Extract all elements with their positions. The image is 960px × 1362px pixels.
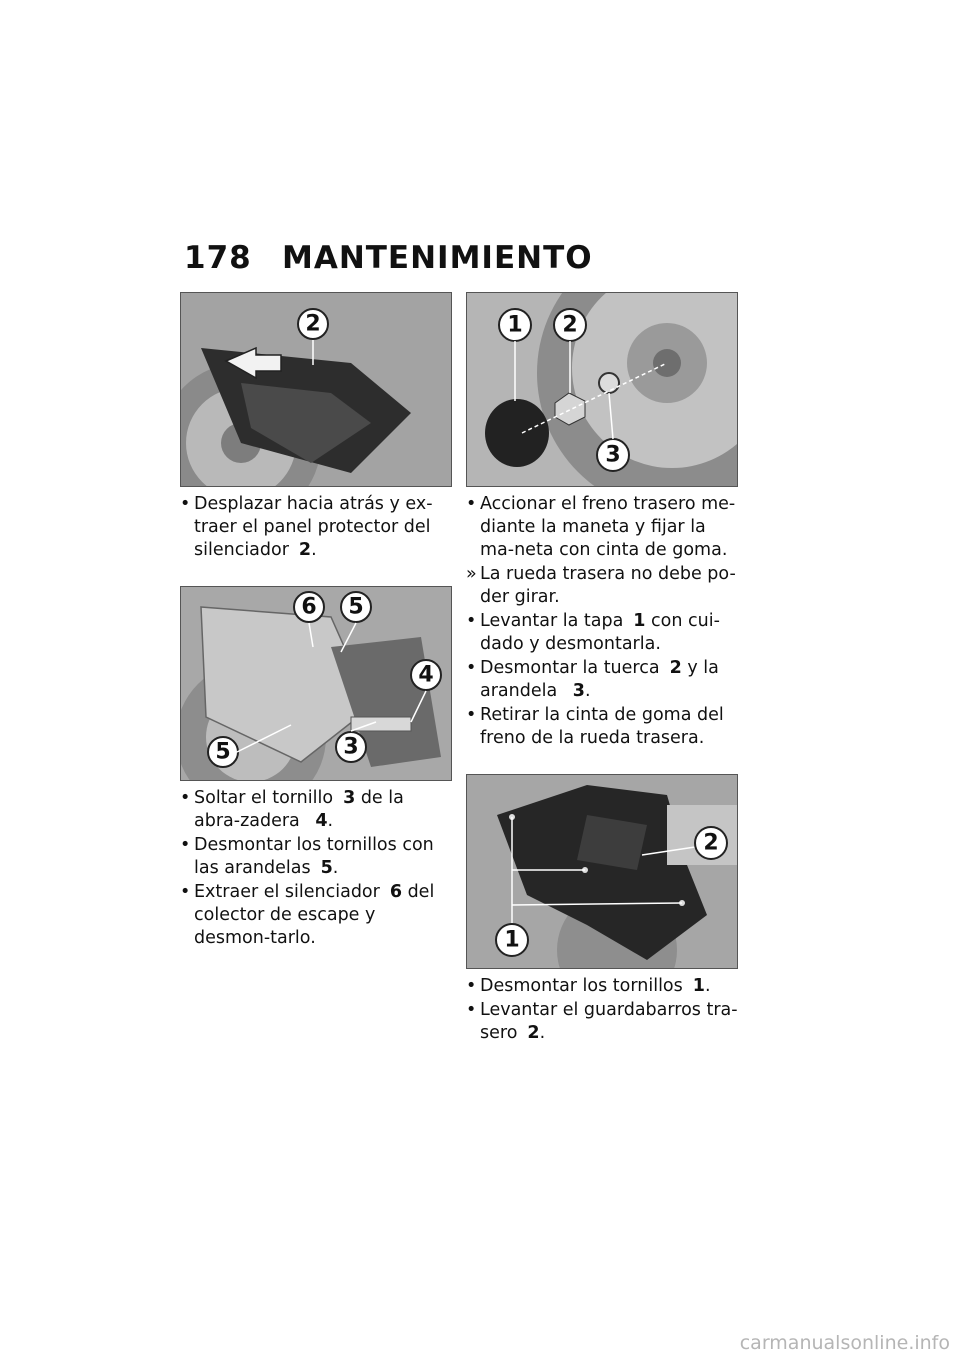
list-item — [466, 657, 738, 703]
bullet-marker: • — [466, 1000, 477, 1020]
step-list-2 — [180, 787, 452, 950]
ref-number: 2 — [669, 658, 682, 678]
step-tail: y la arandela — [480, 658, 719, 701]
step-tail: . — [704, 976, 711, 996]
callout-5b: 5 — [215, 739, 231, 765]
step-tail: . — [584, 681, 591, 701]
ref-number: 1 — [633, 611, 646, 631]
list-item — [466, 704, 738, 750]
callout-5: 5 — [348, 594, 364, 620]
callout-6: 6 — [301, 594, 317, 620]
list-item — [466, 563, 738, 609]
result-marker: » — [466, 564, 477, 584]
step-text: Extraer el silenciador — [194, 882, 380, 902]
step-text: Desplazar hacia atrás y ex-traer el panel protector del silenciador — [194, 494, 433, 560]
step-tail: de la abra-zadera — [194, 788, 404, 831]
step-tail: . — [327, 811, 334, 831]
ref-number: 1 — [692, 976, 705, 996]
list-item — [180, 493, 452, 562]
ref-number: 2 — [527, 1023, 540, 1043]
list-item — [466, 610, 738, 656]
figure-silencer — [180, 586, 452, 781]
step-tail: con cui-dado y desmontarla. — [480, 611, 720, 654]
bullet-marker: • — [180, 882, 191, 902]
callout-3: 3 — [343, 734, 359, 760]
step-text: La rueda trasera no debe po-der girar. — [480, 564, 736, 607]
step-tail: . — [332, 858, 339, 878]
callout-4: 4 — [418, 662, 434, 688]
list-item — [180, 881, 452, 950]
callout-2: 2 — [305, 311, 321, 337]
list-item — [466, 999, 738, 1045]
section-title: MANTENIMIENTO — [282, 240, 593, 276]
page-number: 178 — [184, 240, 252, 276]
callout-1: 1 — [507, 312, 523, 338]
bullet-marker: • — [466, 494, 477, 514]
step-tail: del colector de escape y desmon-tarlo. — [194, 882, 435, 948]
bullet-marker: • — [466, 976, 477, 996]
list-item — [466, 493, 738, 562]
ref-number: 6 — [389, 882, 403, 902]
step-tail: . — [539, 1023, 546, 1043]
step-list-1 — [180, 493, 452, 562]
callout-2: 2 — [562, 312, 578, 338]
ref-number: 5 — [320, 858, 333, 878]
step-text: Levantar la tapa — [480, 611, 624, 631]
figure-rear-mudguard — [466, 774, 738, 969]
step-list-4 — [466, 975, 738, 1045]
left-column — [180, 292, 452, 951]
bullet-marker: • — [466, 705, 477, 725]
step-text: Desmontar los tornillos con las arandelas — [194, 835, 434, 878]
step-text: Soltar el tornillo — [194, 788, 334, 808]
callout-1: 1 — [504, 927, 520, 953]
bullet-marker: • — [466, 658, 477, 678]
step-tail: . — [311, 540, 317, 560]
right-column — [466, 292, 738, 1046]
step-text: Retirar la cinta de goma del freno de la rueda trasera. — [480, 705, 724, 748]
bullet-marker: • — [180, 835, 191, 855]
callout-3: 3 — [605, 442, 621, 468]
step-text: Accionar el freno trasero me-diante la maneta y fijar la ma-neta con cinta de goma. — [480, 494, 736, 560]
callout-2: 2 — [703, 830, 719, 856]
bullet-marker: • — [180, 494, 191, 514]
list-item — [180, 834, 452, 880]
ref-number: 3 — [343, 788, 356, 808]
bullet-marker: • — [466, 611, 477, 631]
page-header — [184, 240, 744, 280]
step-list-3 — [466, 493, 738, 750]
ref-number: 2 — [298, 540, 312, 560]
step-text: Levantar el guardabarros tra-sero — [480, 1000, 738, 1043]
watermark: carmanualsonline.info — [739, 1332, 950, 1354]
ref-number: 3 — [572, 681, 585, 701]
step-text: Desmontar los tornillos — [480, 976, 683, 996]
figure-silencer-guard — [180, 292, 452, 487]
bullet-marker: • — [180, 788, 191, 808]
list-item — [466, 975, 738, 998]
step-text: Desmontar la tuerca — [480, 658, 660, 678]
list-item — [180, 787, 452, 833]
ref-number: 4 — [315, 811, 328, 831]
figure-brake-nut — [466, 292, 738, 487]
